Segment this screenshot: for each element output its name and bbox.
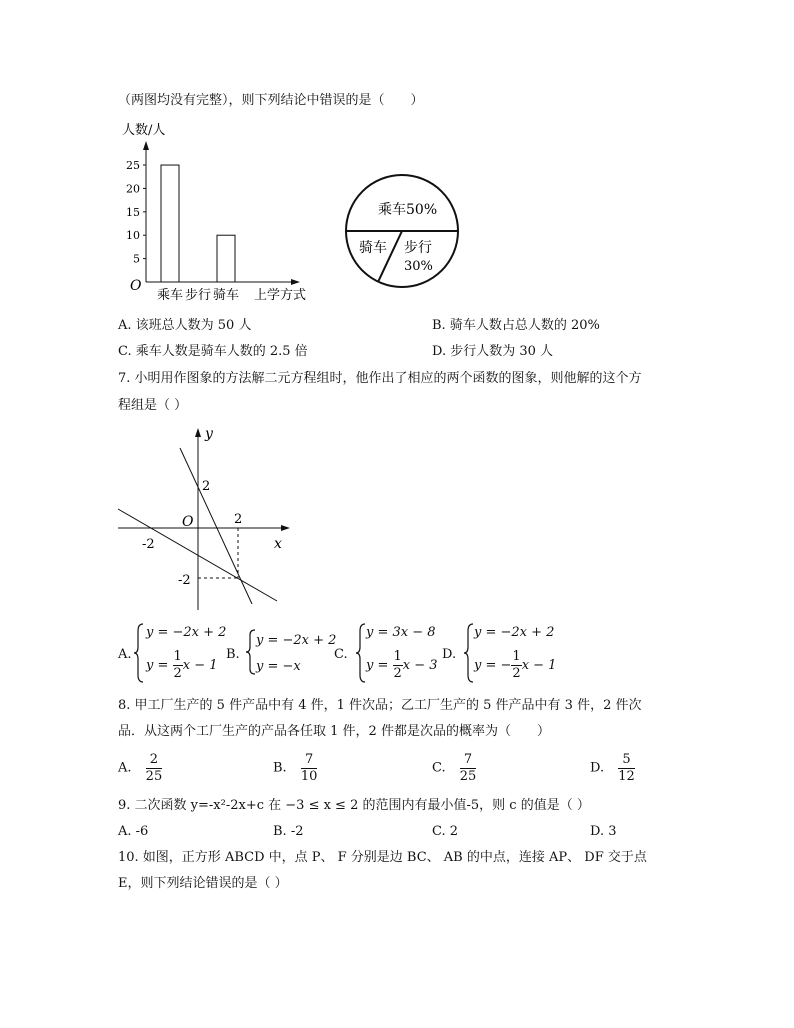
brace-icon <box>356 623 366 683</box>
q8-line-2: 品．从这两个工厂生产的产品各任取 1 件，2 件都是次品的概率为（ ） <box>118 724 550 739</box>
y-axis-label: 人数/人 <box>122 123 166 138</box>
option-label: B. <box>226 647 240 662</box>
x-axis-label: 上学方式 <box>254 288 307 303</box>
y-axis-arrow-icon <box>195 428 201 437</box>
y-label: y <box>205 426 213 442</box>
label-x-2: 2 <box>234 512 243 527</box>
q9-text: 9. 二次函数 y=-x²-2x+c 在 −3 ≤ x ≤ 2 的范围内有最小值-5，则 c 的值是（ ） <box>118 798 590 813</box>
q9-option-b: B. -2 <box>273 824 304 839</box>
equation-1: y = −2x + 2 <box>146 625 227 640</box>
equation-1: y = −2x + 2 <box>256 633 337 648</box>
brace-icon <box>246 629 256 675</box>
q6-option-b: B. 骑车人数占总人数的 20% <box>432 318 600 333</box>
bar-chart <box>118 118 318 308</box>
y-tick-label: 20 <box>126 182 140 196</box>
pie-label-bike: 骑车 <box>359 240 387 256</box>
brace-icon <box>464 623 474 683</box>
q9-option-d: D. 3 <box>590 824 617 839</box>
y-axis-arrow-icon <box>143 141 149 150</box>
label-x-neg2: -2 <box>142 537 155 552</box>
origin-label: O <box>182 514 194 530</box>
pie-chart <box>340 172 465 297</box>
brace-icon <box>134 623 144 683</box>
x-axis-arrow-icon <box>291 279 300 285</box>
y-tick-label: 15 <box>126 205 140 219</box>
q10-line-2: E，则下列结论错误的是（ ） <box>118 876 288 891</box>
q10-line-1: 10. 如图，正方形 ABCD 中，点 P、 F 分别是边 BC、 AB 的中点，连接 AP、 DF 交于点 <box>118 850 647 865</box>
q8-option-b: B. $\frac{7}{10}$ <box>273 752 318 784</box>
option-label: A. <box>118 647 132 662</box>
q7-line-1: 7. 小明用作图象的方法解二元方程组时，他作出了相应的两个函数的图象，则他解的这个方 <box>118 371 642 386</box>
label-y-2: 2 <box>202 479 211 494</box>
category-label: 骑车 <box>212 288 240 303</box>
q9-option-c: C. 2 <box>432 824 459 839</box>
equation-1: y = 3x − 8 <box>366 625 436 640</box>
option-label: C. <box>334 647 348 662</box>
q8-line-1: 8. 甲工厂生产的 5 件产品中有 4 件，1 件次品；乙工厂生产的 5 件产品中有 3 件，2 件次 <box>118 698 642 713</box>
y-tick-label: 25 <box>126 159 140 173</box>
q7-function-graph <box>112 420 297 615</box>
y-tick-label: 5 <box>133 252 140 266</box>
category-label: 乘车 <box>156 288 184 303</box>
pie-label-walk-percent: 30% <box>404 259 433 274</box>
equation-1: y = −2x + 2 <box>474 625 555 640</box>
category-label: 步行 <box>184 288 212 303</box>
bar-0 <box>161 165 179 282</box>
bar-2 <box>217 235 235 282</box>
q6-option-a: A. 该班总人数为 50 人 <box>118 318 252 333</box>
origin-label: O <box>130 278 142 294</box>
option-label: D. <box>442 647 457 662</box>
pie-label-bus: 乘车50% <box>378 202 438 218</box>
q7-line-2: 程组是（ ） <box>118 398 188 413</box>
q6-intro: （两图均没有完整），则下列结论中错误的是（ ） <box>118 93 424 108</box>
label-y-neg2: -2 <box>178 573 191 588</box>
x-label: x <box>274 536 282 552</box>
equation-2: y = − $\frac{1}{2}$ x − 1 <box>474 649 557 681</box>
q8-option-d: D. $\frac{5}{12}$ <box>590 752 635 784</box>
equation-2: y = −x <box>256 659 301 674</box>
q8-option-a: A. $\frac{2}{25}$ <box>118 752 163 784</box>
pie-label-walk: 步行 <box>404 240 432 256</box>
q6-option-d: D. 步行人数为 30 人 <box>432 344 554 359</box>
q8-option-c: C. $\frac{7}{25}$ <box>432 752 477 784</box>
y-tick-label: 10 <box>126 229 140 243</box>
x-axis-arrow-icon <box>281 525 290 531</box>
equation-2: y = $\frac{1}{2}$ x − 1 <box>146 649 218 681</box>
equation-2: y = $\frac{1}{2}$ x − 3 <box>366 649 438 681</box>
q9-option-a: A. -6 <box>118 824 149 839</box>
q6-option-c: C. 乘车人数是骑车人数的 2.5 倍 <box>118 344 308 359</box>
